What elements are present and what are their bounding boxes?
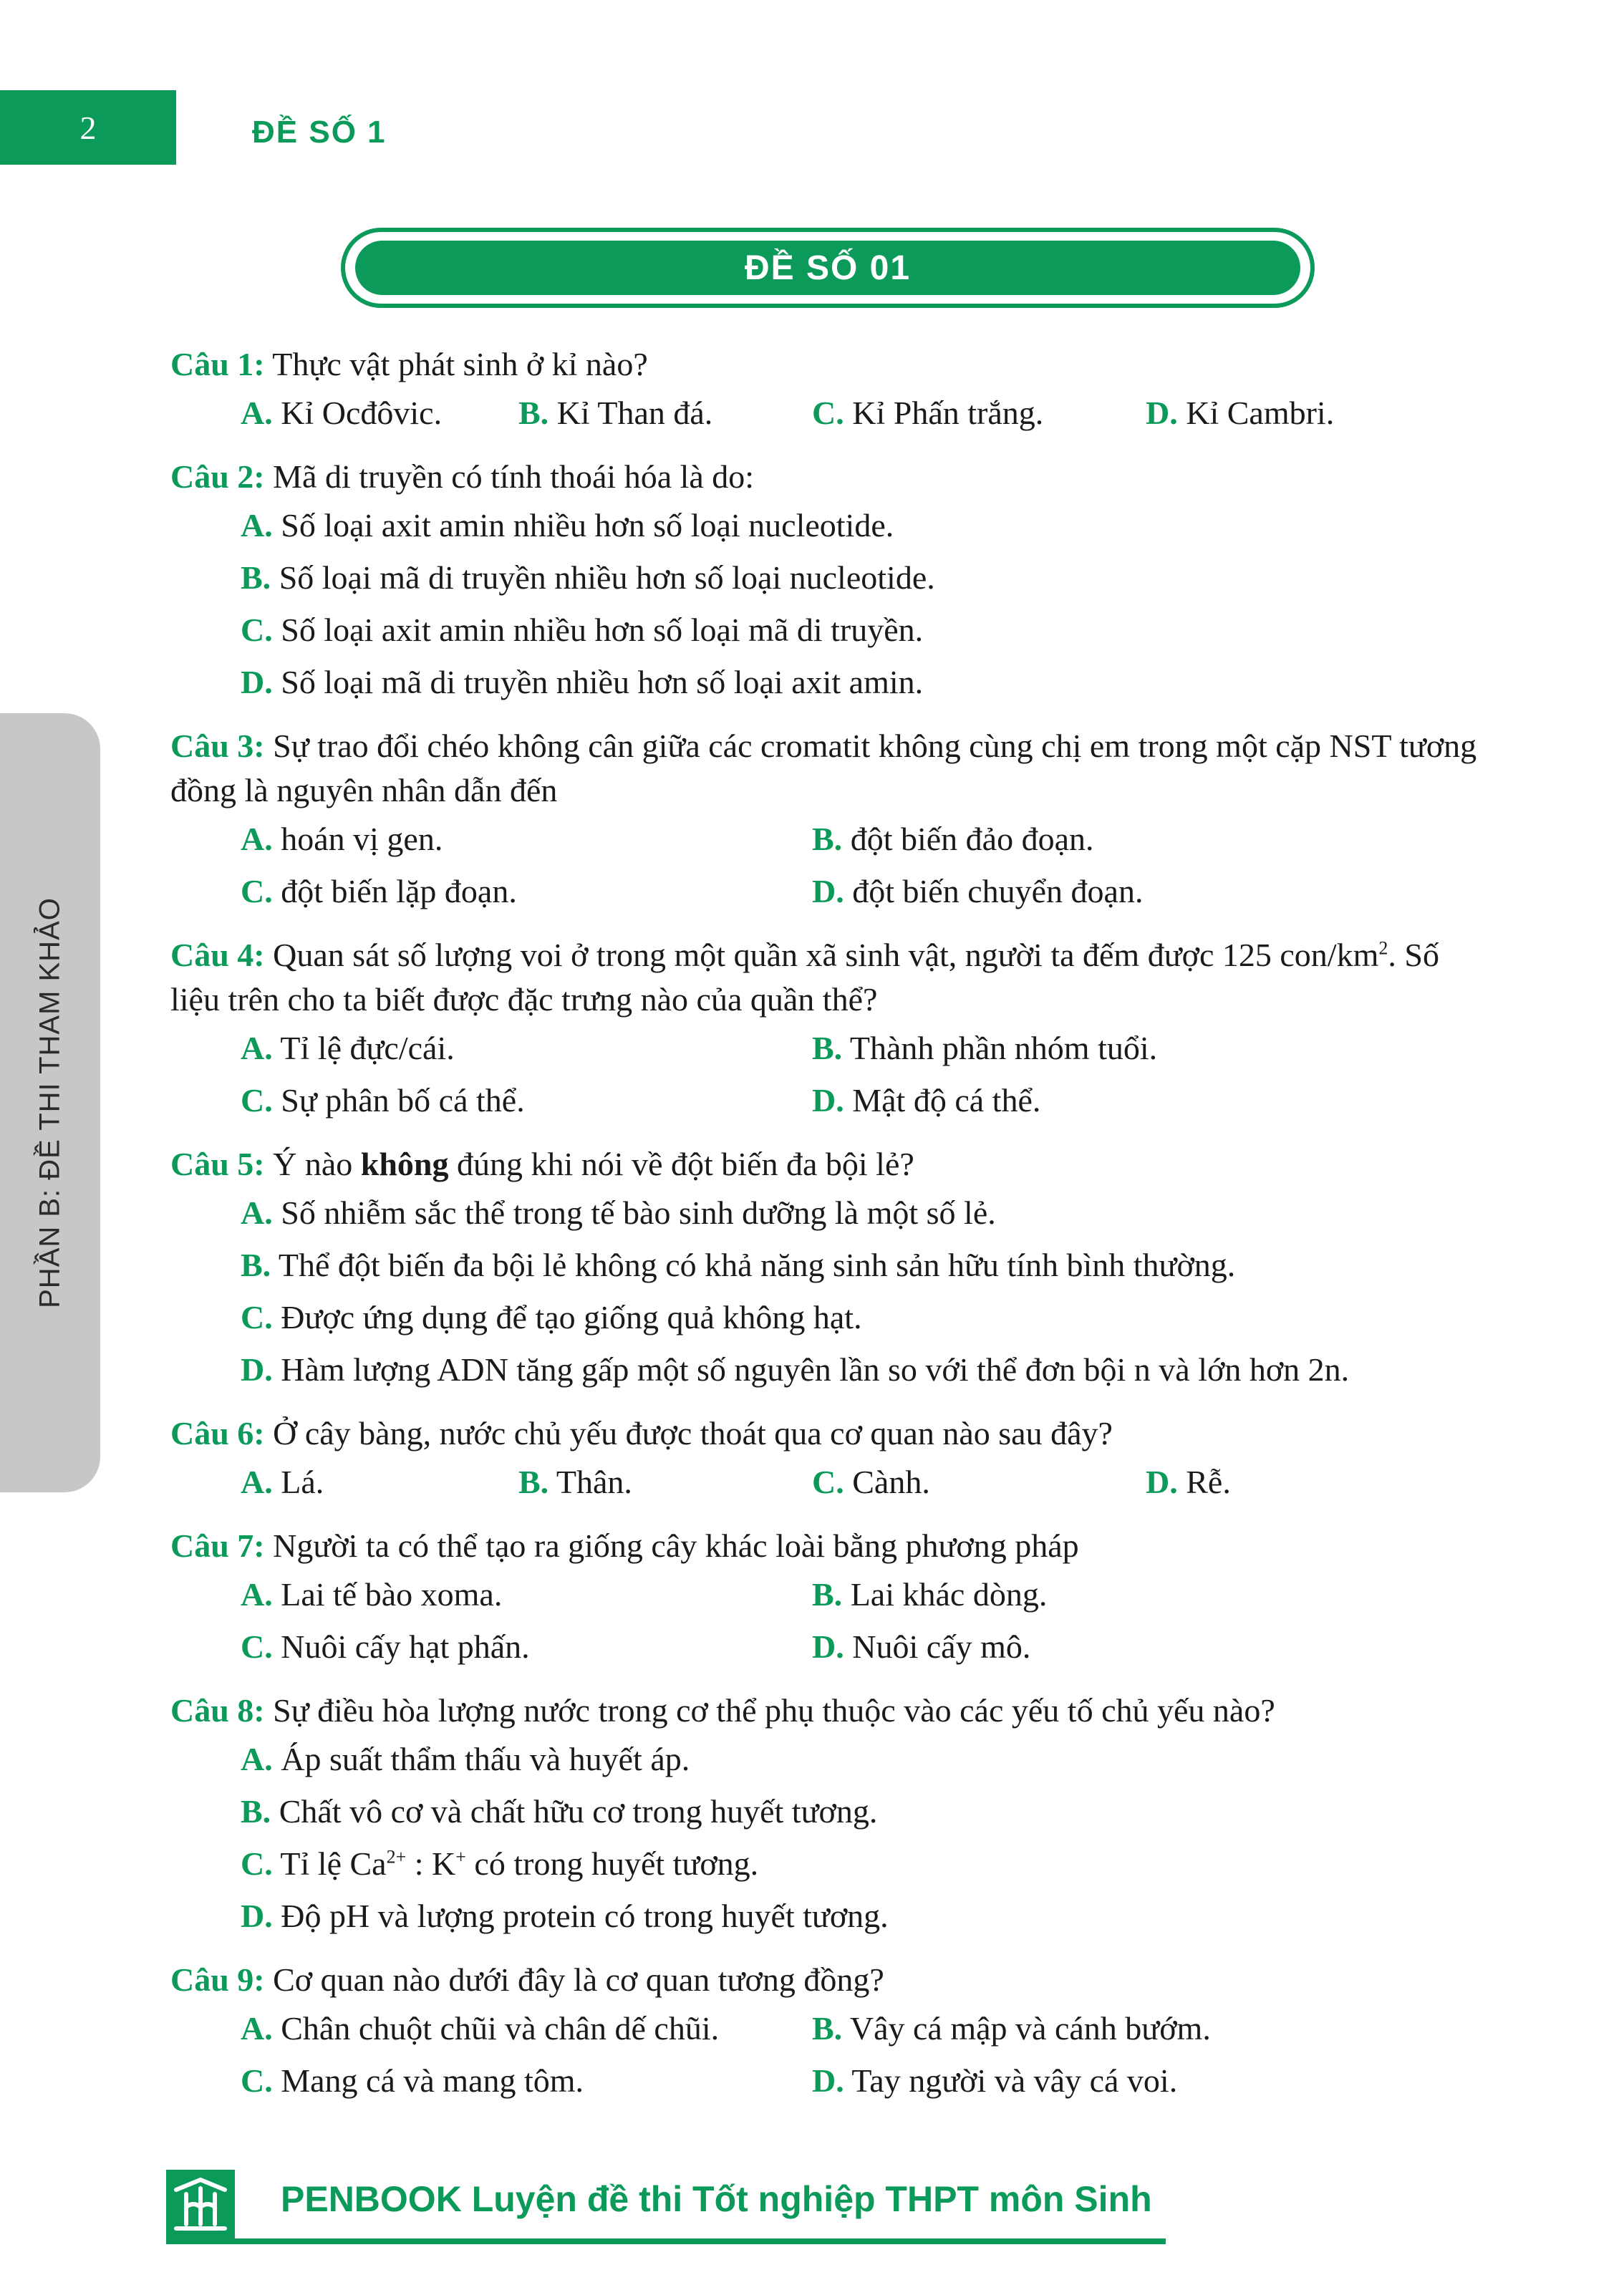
question-5: Câu 5: Ý nào không đúng khi nói về đột biến đa bội lẻ? A. Số nhiễm sắc thể trong tế bào sinh dưỡng là một số lẻ. B. Thể đột biến đa bội lẻ không có khả năng sinh sản hữu tính bình thường. C. Được ứng dụng để tạo giống quả không hạt. D. Hàm lượng ADN tăng gấp một số nguyên lần so với thể đơn bội n và lớn hơn 2n. [170,1142,1488,1396]
penbook-logo-icon [166,2170,235,2238]
question-text: Người ta có thể tạo ra giống cây khác loài bằng phương pháp [264,1527,1079,1564]
question-text: Quan sát số lượng voi ở trong một quần xã sinh vật, người ta đếm được 125 con/km [264,937,1379,973]
question-label: Câu 4: [170,937,265,973]
question-list [170,342,1488,2122]
option-a: A. Lai tế bào xoma. [241,1576,503,1613]
section-header: ĐỀ SỐ 1 [252,115,387,150]
question-7 [170,1524,1488,1673]
option-b: B. Lai khác dòng. [812,1576,1048,1613]
option-c: C. Số loại axit amin nhiều hơn số loại mã di truyền. [241,612,924,648]
option-c: C. Nuôi cấy hạt phấn. [241,1628,530,1665]
option-c: C. đột biến lặp đoạn. [241,873,517,909]
banner-title: ĐỀ SỐ 01 [355,241,1300,295]
question-label: Câu 7: [170,1527,265,1564]
option-d: D. đột biến chuyển đoạn. [812,873,1144,909]
question-9 [170,1958,1488,2107]
question-text: Sự điều hòa lượng nước trong cơ thể phụ thuộc vào các yếu tố chủ yếu nào? [264,1692,1275,1729]
option-d: D. Số loại mã di truyền nhiều hơn số loại axit amin. [241,664,924,700]
title-banner [341,228,1315,308]
option-d: D. Nuôi cấy mô. [812,1628,1031,1665]
question-4: Câu 4: Quan sát số lượng voi ở trong một quần xã sinh vật, người ta đếm được 125 con/$km^2$. Số liệu trên cho ta biết được đặc trưng nào của quần thể? A. Tỉ lệ đực/cái. B. Thành phần nhóm tuổi. C. Sự phân bố cá thể. D. Mật độ cá thể. [170,933,1488,1126]
page-number: 2 [0,90,176,165]
question-6 [170,1411,1488,1508]
option-b: B. Thành phần nhóm tuổi. [812,1030,1158,1066]
option-b: B. Thể đột biến đa bội lẻ không có khả năng sinh sản hữu tính bình thường. [241,1247,1236,1283]
question-text: Thực vật phát sinh ở kỉ nào? [264,346,648,382]
option-b: B. Kỉ Than đá. [518,395,713,431]
question-1 [170,342,1488,439]
option-c: C. Cành. [812,1464,930,1500]
side-tab-label: PHẦN B: ĐỀ THI THAM KHẢO [34,897,66,1308]
question-2 [170,455,1488,708]
option-b: B. Số loại mã di truyền nhiều hơn số loại nucleotide. [241,559,935,596]
option-a: A. Kỉ Ocđôvic. [241,395,443,431]
option-b: B. Thân. [518,1464,632,1500]
option-c: C. Sự phân bố cá thể. [241,1082,525,1119]
option-b: B. đột biến đảo đoạn. [812,821,1094,857]
option-c: C. Kỉ Phấn trắng. [812,395,1044,431]
question-label: Câu 9: [170,1961,265,1998]
footer-divider [166,2238,1166,2244]
option-b: B. Chất vô cơ và chất hữu cơ trong huyết tương. [241,1793,878,1830]
question-label: Câu 1: [170,346,265,382]
option-d: D. Rễ. [1146,1464,1231,1500]
question-text: Ở cây bàng, nước chủ yếu được thoát qua cơ quan nào sau đây? [264,1415,1113,1452]
option-d: D. Độ pH và lượng protein có trong huyết tương. [241,1898,889,1934]
question-label: Câu 3: [170,728,265,764]
question-label: Câu 6: [170,1415,265,1452]
question-label: Câu 5: [170,1146,265,1182]
option-d: D. Tay người và vây cá voi. [812,2062,1178,2099]
option-d: D. Mật độ cá thể. [812,1082,1041,1119]
option-a: A. Số loại axit amin nhiều hơn số loại nucleotide. [241,507,894,544]
option-d: D. Hàm lượng ADN tăng gấp một số nguyên lần so với thể đơn bội n và lớn hơn 2n. [241,1351,1350,1388]
question-text: Cơ quan nào dưới đây là cơ quan tương đồng? [264,1961,884,1998]
option-a: A. Chân chuột chũi và chân dế chũi. [241,2010,720,2047]
option-d: D. Kỉ Cambri. [1146,395,1335,431]
question-text: Sự trao đổi chéo không cân giữa các cromatit không cùng chị em trong một cặp NST tương đồng là nguyên nhân dẫn đến [170,728,1477,808]
question-3 [170,724,1488,917]
footer-title: PENBOOK Luyện đề thi Tốt nghiệp THPT môn Sinh [281,2179,1152,2219]
question-text: Mã di truyền có tính thoái hóa là do: [264,458,755,495]
question-8 [170,1689,1488,1942]
option-b: B. Vây cá mập và cánh bướm. [812,2010,1211,2047]
option-a: A. hoán vị gen. [241,821,443,857]
option-c: C. Mang cá và mang tôm. [241,2062,584,2099]
option-a: A. Số nhiễm sắc thể trong tế bào sinh dưỡng là một số lẻ. [241,1194,996,1231]
question-label: Câu 2: [170,458,265,495]
option-c: C. Tỉ lệ $Ca^{2+}$ : K+ có trong huyết tương. [241,1845,759,1882]
option-c: C. Được ứng dụng để tạo giống quả không hạt. [241,1299,862,1335]
option-a: A. Lá. [241,1464,324,1500]
option-a: A. Áp suất thẩm thấu và huyết áp. [241,1741,690,1777]
side-tab [0,713,100,1492]
option-a: A. Tỉ lệ đực/cái. [241,1030,455,1066]
question-label: Câu 8: [170,1692,265,1729]
